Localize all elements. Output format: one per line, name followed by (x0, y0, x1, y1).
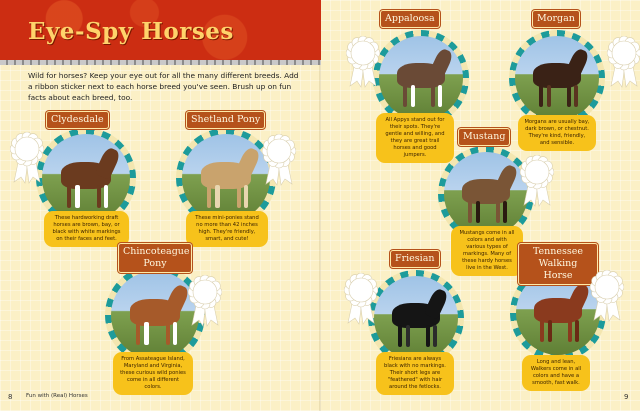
friesian-horse-leg (426, 325, 430, 347)
tennessee-horse-leg (575, 320, 579, 342)
friesian-horse-head (424, 288, 450, 320)
page-title: Eye-Spy Horses (28, 18, 234, 45)
morgan-horse-leg (574, 85, 578, 107)
friesian-horse-leg (398, 325, 402, 347)
morgan-fact: Morgans are usually bay, dark brown, or chestnut. They're kind, friendly, and sensible. (518, 115, 596, 151)
tennessee-horse-leg (548, 320, 552, 342)
tennessee-fact: Long and lean, Walkers come in all colors and have a smooth, fast walk. (522, 355, 590, 391)
clydesdale-ribbon-sticker-spot[interactable] (10, 132, 44, 184)
tennessee-horse-leg (568, 320, 572, 342)
tennessee-horse-head (566, 283, 592, 315)
chincoteague-horse-leg (173, 322, 177, 345)
chincoteague-horse-leg (136, 322, 140, 345)
left-page-number: 8 (8, 393, 13, 401)
morgan-ribbon-sticker-spot[interactable] (607, 36, 640, 88)
mustang-photo-image (444, 152, 528, 236)
tennessee-name-label: Tennessee Walking Horse (518, 243, 598, 285)
clydesdale-fact: These hardworking draft horses are brown, bay, or black with white markings on their faces and feet. (44, 211, 129, 247)
intro-text: Wild for horses? Keep your eye out for all the many different breeds. Add a ribbon sticker next to each horse breed you've seen. Brush up on fun facts about each breed, too. (28, 71, 299, 102)
shetland-horse-leg (237, 185, 241, 208)
friesian-horse-leg (406, 325, 410, 347)
right-page-number: 9 (624, 393, 629, 401)
morgan-horse-leg (547, 85, 551, 107)
mustang-horse-leg (476, 201, 480, 223)
appaloosa-horse-leg (431, 85, 435, 107)
shetland-horse-leg (215, 185, 219, 208)
shetland-horse-leg (207, 185, 211, 208)
appaloosa-horse-leg (438, 85, 442, 107)
friesian-ribbon-sticker-spot[interactable] (344, 273, 378, 325)
morgan-photo (509, 30, 605, 126)
mustang-horse-leg (503, 201, 507, 223)
clydesdale-photo-image (42, 134, 130, 222)
appaloosa-horse-leg (411, 85, 415, 107)
chincoteague-photo-image (111, 271, 199, 359)
appaloosa-horse-leg (403, 85, 407, 107)
chincoteague-horse-leg (166, 322, 170, 345)
shetland-ribbon-sticker-spot[interactable] (262, 134, 296, 186)
tennessee-ribbon-sticker-spot[interactable] (590, 270, 624, 322)
shetland-name-label: Shetland Pony (186, 111, 265, 129)
clydesdale-name-label: Clydesdale (46, 111, 109, 129)
appaloosa-ribbon-sticker-spot[interactable] (346, 36, 380, 88)
clydesdale-horse-leg (104, 185, 108, 208)
section-name: Fun with (Real) Horses (26, 393, 88, 399)
mustang-fact: Mustangs come in all colors and with various types of markings. Many of these hardy horses live in the West. (451, 226, 523, 276)
appaloosa-horse-head (429, 48, 455, 80)
clydesdale-horse-head (95, 146, 122, 180)
morgan-name-label: Morgan (532, 10, 580, 28)
clydesdale-horse-leg (67, 185, 71, 208)
morgan-photo-image (515, 36, 599, 120)
appaloosa-name-label: Appaloosa (380, 10, 440, 28)
tennessee-horse-leg (540, 320, 544, 342)
mustang-horse-head (494, 164, 520, 196)
chincoteague-horse-head (164, 283, 191, 317)
friesian-horse-leg (433, 325, 437, 347)
clydesdale-horse-leg (75, 185, 79, 208)
appaloosa-fact: All Appys stand out for their spots. They're gentle and willing, and they are great trail horses and good jumpers. (376, 113, 454, 163)
appaloosa-photo (373, 30, 469, 126)
morgan-horse-leg (539, 85, 543, 107)
morgan-horse-leg (567, 85, 571, 107)
shetland-fact: These mini-ponies stand no more than 42 inches high. They're friendly, smart, and cute! (186, 211, 268, 247)
morgan-horse-head (565, 48, 591, 80)
mustang-name-label: Mustang (458, 128, 510, 146)
shetland-horse-head (235, 146, 262, 180)
friesian-photo-image (374, 276, 458, 360)
mustang-horse-leg (496, 201, 500, 223)
mustang-ribbon-sticker-spot[interactable] (520, 155, 554, 207)
friesian-fact: Friesians are always black with no markings. Their short legs are "feathered" with hair around the fetlocks. (376, 352, 454, 395)
mustang-horse-leg (468, 201, 472, 223)
appaloosa-photo-image (379, 36, 463, 120)
shetland-photo-image (182, 134, 270, 222)
shetland-horse-leg (244, 185, 248, 208)
chincoteague-horse-leg (144, 322, 148, 345)
friesian-name-label: Friesian (390, 250, 440, 268)
title-banner-border (0, 60, 321, 65)
chincoteague-fact: From Assateague Island, Maryland and Virginia, these curious wild ponies come in all different colors. (113, 352, 193, 395)
chincoteague-name-label: Chincoteague Pony (118, 243, 192, 273)
chincoteague-ribbon-sticker-spot[interactable] (188, 275, 222, 327)
clydesdale-horse-leg (97, 185, 101, 208)
